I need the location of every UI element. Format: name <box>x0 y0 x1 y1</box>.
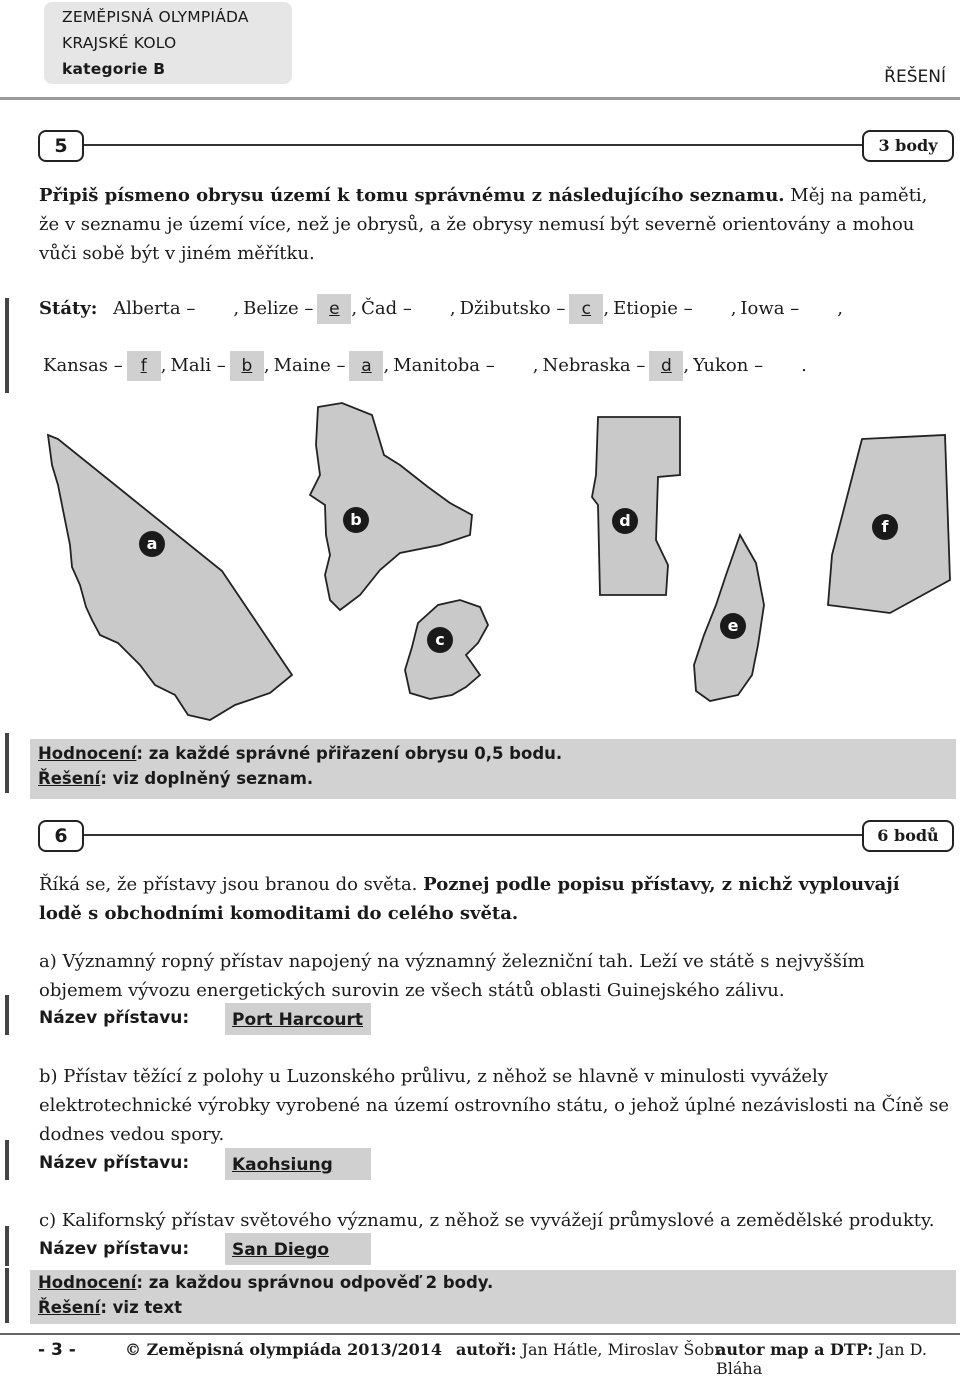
round-title: KRAJSKÉ KOLO <box>62 34 177 52</box>
header-rule <box>0 97 960 100</box>
task-5-prompt-rest: Měj na paměti, že v seznamu je území více, než je obrysů, a že obrysy nemusí být severně orientovány a mohou vůči sobě být v jiném měřítku. <box>39 185 928 264</box>
answer-sidebar-c <box>5 1226 9 1266</box>
grading-label-5: Hodnocení <box>38 744 137 763</box>
task-6-points: 6 bodů <box>862 820 954 852</box>
state-answer-blank: d <box>649 351 683 381</box>
marker-a: a <box>139 531 165 557</box>
state-entry <box>103 298 239 319</box>
state-entry <box>609 298 736 319</box>
states-line-1 <box>39 293 959 325</box>
state-answer-blank: f <box>127 351 161 381</box>
state-separator: , <box>837 298 843 319</box>
task-5-grading <box>30 739 956 799</box>
state-name: Alberta – <box>113 298 196 319</box>
state-name: Belize – <box>243 298 314 319</box>
outline-d-nebraska <box>592 417 680 595</box>
port-label-c: Název přístavu: <box>39 1239 190 1259</box>
port-question-b-text: b) Přístav těžící z polohy u Luzonského průlivu, z něhož se hlavně v minulosti vyvážely elektrotechnické výrobky vyrobené na území ostrovního státu, o jehož úplné nezávislosti na Číně se dodnes vedou spory. <box>39 1066 950 1145</box>
task-6-grading <box>30 1270 956 1324</box>
state-answer-blank: c <box>569 294 603 324</box>
state-separator: , <box>383 355 390 376</box>
state-entry <box>389 355 538 376</box>
state-entry <box>736 298 843 319</box>
state-separator: , <box>263 355 270 376</box>
state-entry <box>270 355 390 376</box>
state-entry <box>689 355 807 376</box>
task-5-rule <box>84 144 864 146</box>
marker-d: d <box>612 508 638 534</box>
solution-text-6: : viz text <box>100 1298 183 1317</box>
page-number: - 3 - <box>38 1340 76 1360</box>
state-name: Kansas – <box>43 355 123 376</box>
footer-authors <box>456 1340 722 1367</box>
answer-sidebar-b <box>5 1140 9 1180</box>
state-answer-blank: a <box>349 351 383 381</box>
footer-rule <box>0 1333 960 1335</box>
grading-sidebar-5 <box>5 733 9 793</box>
marker-f: f <box>872 514 898 540</box>
task-6-intro <box>39 870 944 928</box>
state-separator: , <box>603 298 610 319</box>
footer-copyright: © Zeměpisná olympiáda 2013/2014 <box>125 1340 443 1359</box>
grading-text-6: : za každou správnou odpověď 2 body. <box>136 1273 494 1292</box>
task-5-prompt <box>39 181 944 268</box>
state-name: Yukon – <box>693 355 764 376</box>
footer-authors-label: autoři: <box>456 1340 517 1359</box>
state-answer-blank: e <box>317 294 351 324</box>
task-6-intro-plain: Říká se, že přístavy jsou branou do světa. <box>39 874 424 895</box>
state-separator: , <box>233 298 240 319</box>
state-name: Manitoba – <box>393 355 495 376</box>
state-separator: . <box>801 355 807 376</box>
port-answer-c: San Diego <box>225 1233 371 1265</box>
port-answer-b: Kaohsiung <box>225 1148 371 1180</box>
footer-dtp-name: Jan D. Bláha <box>716 1340 927 1378</box>
task-6-rule <box>84 834 864 836</box>
task-5-number: 5 <box>38 130 84 162</box>
grading-label-6: Hodnocení <box>38 1273 137 1292</box>
grading-text-5: : za každé správné přiřazení obrysu 0,5 bodu. <box>136 744 563 763</box>
state-entry <box>166 355 269 376</box>
state-entry <box>239 298 357 319</box>
solution-header: ŘEŠENÍ <box>884 67 946 87</box>
state-separator: , <box>351 298 358 319</box>
port-label-b: Název přístavu: <box>39 1153 190 1173</box>
marker-e: e <box>720 613 746 639</box>
state-name: Iowa – <box>740 298 800 319</box>
outline-b-mali <box>310 403 472 610</box>
state-entry <box>539 355 690 376</box>
state-entry <box>357 298 455 319</box>
state-name: Mali – <box>170 355 226 376</box>
task-6-intro-bold: Poznej podle popisu přístavy, z nichž vyplouvají lodě s obchodními komoditami do celého světa. <box>39 874 900 924</box>
port-question-a <box>39 947 919 1005</box>
solution-label-5: Řešení <box>38 769 101 788</box>
solution-text-5: : viz doplněný seznam. <box>100 769 314 788</box>
port-question-c-text: c) Kalifornský přístav světového významu, z něhož se vyvážejí průmyslové a zemědělské produkty. <box>39 1210 935 1231</box>
state-name: Džibutsko – <box>459 298 566 319</box>
answer-sidebar <box>5 298 9 393</box>
states-label: Státy: <box>39 298 98 319</box>
task-5-points: 3 body <box>862 130 954 162</box>
state-name: Etiopie – <box>613 298 693 319</box>
answer-sidebar-a <box>5 995 9 1035</box>
state-entry <box>39 355 166 376</box>
task-6-number: 6 <box>38 820 84 852</box>
state-separator: , <box>730 298 737 319</box>
state-name: Čad – <box>361 298 412 319</box>
task-5-prompt-bold: Připiš písmeno obrysu území k tomu správnému z následujícího seznamu. <box>39 185 785 206</box>
state-separator: , <box>683 355 690 376</box>
outline-a-maine <box>48 435 292 720</box>
marker-c: c <box>427 627 453 653</box>
state-entry <box>456 298 609 319</box>
state-separator: , <box>449 298 456 319</box>
solution-label-6: Řešení <box>38 1298 101 1317</box>
olympiad-title: ZEMĚPISNÁ OLYMPIÁDA <box>62 8 249 26</box>
state-answer-blank: b <box>230 351 264 381</box>
port-question-c <box>39 1206 959 1235</box>
footer-dtp <box>716 1340 960 1378</box>
territory-outlines <box>0 395 960 725</box>
states-line-2 <box>39 350 959 382</box>
grading-sidebar-6 <box>5 1268 9 1323</box>
state-separator: , <box>532 355 539 376</box>
state-name: Nebraska – <box>542 355 646 376</box>
port-label-a: Název přístavu: <box>39 1008 190 1028</box>
port-answer-a: Port Harcourt <box>225 1003 371 1035</box>
state-separator: , <box>160 355 167 376</box>
footer-dtp-label: autor map a DTP: <box>716 1340 874 1359</box>
port-question-b <box>39 1062 959 1149</box>
port-question-a-text: a) Významný ropný přístav napojený na významný železniční tah. Leží ve státě s nejvyšším objemem vývozu energetických surovin ze všech států oblasti Guinejského zálivu. <box>39 951 865 1001</box>
footer-authors-names: Jan Hátle, Miroslav Šobr <box>516 1340 722 1359</box>
category-label: kategorie B <box>62 60 166 78</box>
state-name: Maine – <box>273 355 346 376</box>
marker-b: b <box>343 507 369 533</box>
